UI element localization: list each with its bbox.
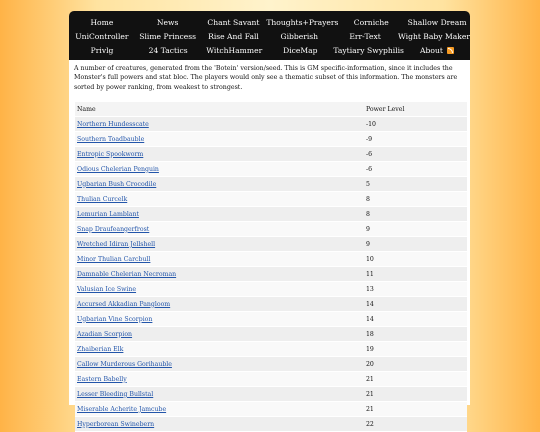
power-level-cell: 8 <box>364 207 467 222</box>
table-row <box>75 237 467 252</box>
creature-name-cell <box>75 252 364 267</box>
table-row <box>75 132 467 147</box>
nav-rise-and-fall[interactable]: Rise And Fall <box>208 31 259 41</box>
nav-news[interactable]: News <box>156 17 179 27</box>
nav-corniche[interactable]: Corniche <box>353 17 389 27</box>
header-power-level: Power Level <box>364 102 467 117</box>
power-level-cell: 8 <box>364 192 467 207</box>
creature-name-cell <box>75 147 364 162</box>
creature-name-cell <box>75 267 364 282</box>
table-row <box>75 387 467 402</box>
creature-name-cell <box>75 162 364 177</box>
rss-icon[interactable] <box>447 47 454 54</box>
power-level-cell: 20 <box>364 357 467 372</box>
table-row <box>75 282 467 297</box>
power-level-cell: 11 <box>364 267 467 282</box>
creature-link[interactable]: Callow Murderous Gorihauble <box>77 360 172 368</box>
nav-row-1 <box>69 15 470 29</box>
table-row <box>75 267 467 282</box>
table-row <box>75 162 467 177</box>
table-row <box>75 207 467 222</box>
creature-link[interactable]: Accursed Akkadian Pangloom <box>77 300 171 308</box>
creature-name-cell <box>75 282 364 297</box>
creature-link[interactable]: Valusian Ice Swine <box>77 285 137 293</box>
creature-table-body <box>75 117 467 432</box>
nav-shallow-dream[interactable]: Shallow Dream <box>407 17 467 27</box>
table-row <box>75 372 467 387</box>
creature-link[interactable]: Miserable Acherite Jamcube <box>77 405 167 413</box>
table-row <box>75 252 467 267</box>
creature-name-cell <box>75 177 364 192</box>
nav-chant-savant[interactable]: Chant Savant <box>207 17 260 27</box>
nav-gibberish[interactable]: Gibberish <box>280 31 319 41</box>
creature-link[interactable]: Ugbarian Bush Crocodile <box>77 180 157 188</box>
power-level-cell: 21 <box>364 372 467 387</box>
creature-name-cell <box>75 327 364 342</box>
table-row <box>75 297 467 312</box>
power-level-cell: 5 <box>364 177 467 192</box>
creature-name-cell <box>75 417 364 432</box>
creature-table <box>75 102 467 432</box>
creature-name-cell <box>75 387 364 402</box>
table-row <box>75 177 467 192</box>
creature-link[interactable]: Eastern Babelly <box>77 375 127 383</box>
creature-link[interactable]: Entropic Spookworm <box>77 150 144 158</box>
power-level-cell: 9 <box>364 237 467 252</box>
creature-link[interactable]: Zhaiberian Elk <box>77 345 124 353</box>
creature-name-cell <box>75 297 364 312</box>
nav-row-3 <box>69 43 470 57</box>
table-row <box>75 357 467 372</box>
table-row <box>75 117 467 132</box>
creature-link[interactable]: Thulian Curcelk <box>77 195 128 203</box>
power-level-cell: 14 <box>364 297 467 312</box>
table-row <box>75 147 467 162</box>
creature-link[interactable]: Wretched Idiran Jellshell <box>77 240 156 248</box>
intro-text: A number of creatures, generated from the 'Botein' version/seed. This is GM specific-information, since it includes the Monster's full powers and stat bloc. The players would only see a thematic subset of this information. The monsters are sorted by power ranking, from weakest to strongest. <box>74 65 458 91</box>
creature-link[interactable]: Snap Draufeangerfrost <box>77 225 150 233</box>
table-row <box>75 312 467 327</box>
creature-link[interactable]: Lemurian Lamblant <box>77 210 139 218</box>
creature-link[interactable]: Lesser Bleeding Bullstal <box>77 390 154 398</box>
table-row <box>75 327 467 342</box>
creature-name-cell <box>75 342 364 357</box>
creature-name-cell <box>75 237 364 252</box>
power-level-cell: 14 <box>364 312 467 327</box>
page-container <box>69 11 471 428</box>
nav-thoughts-prayers[interactable]: Thoughts+Prayers <box>266 17 339 27</box>
creature-link[interactable]: Hyperborean Swinebern <box>77 420 155 428</box>
creature-link[interactable]: Ugbarian Vine Scorpion <box>77 315 153 323</box>
power-level-cell: 21 <box>364 402 467 417</box>
power-level-cell: 22 <box>364 417 467 432</box>
nav-wight-baby-maker[interactable]: Wight Baby Maker <box>397 31 471 41</box>
main-content <box>69 60 470 428</box>
nav-about-label[interactable]: About <box>420 45 443 55</box>
table-row <box>75 402 467 417</box>
creature-name-cell <box>75 402 364 417</box>
creature-link[interactable]: Odious Chelerian Penguin <box>77 165 159 173</box>
nav-row-2 <box>69 29 470 43</box>
creature-link[interactable]: Southern Toadbauble <box>77 135 145 143</box>
nav-home[interactable]: Home <box>90 17 114 27</box>
table-row <box>75 222 467 237</box>
creature-link[interactable]: Azadian Scorpion <box>77 330 133 338</box>
creature-name-cell <box>75 132 364 147</box>
table-header-row <box>75 102 467 117</box>
creature-name-cell <box>75 222 364 237</box>
power-level-cell: -6 <box>364 162 467 177</box>
creature-name-cell <box>75 117 364 132</box>
power-level-cell: 13 <box>364 282 467 297</box>
nav-err-text[interactable]: Err-Text <box>349 31 381 41</box>
creature-name-cell <box>75 192 364 207</box>
nav-taytiary-swyphilis[interactable]: Taytiary Swyphilis <box>333 45 404 55</box>
power-level-cell: 10 <box>364 252 467 267</box>
table-row <box>75 417 467 432</box>
creature-link[interactable]: Northern Hundesscate <box>77 120 149 128</box>
nav-about[interactable] <box>404 46 470 55</box>
creature-link[interactable]: Damnable Chelerian Necroman <box>77 270 177 278</box>
nav-24-tactics[interactable]: 24 Tactics <box>148 45 188 55</box>
power-level-cell: 21 <box>364 387 467 402</box>
creature-name-cell <box>75 357 364 372</box>
power-level-cell: 19 <box>364 342 467 357</box>
nav-slime-princess[interactable]: Slime Princess <box>139 31 197 41</box>
creature-name-cell <box>75 372 364 387</box>
power-level-cell: -9 <box>364 132 467 147</box>
table-row <box>75 342 467 357</box>
creature-name-cell <box>75 312 364 327</box>
creature-link[interactable]: Minor Thulian Carcbull <box>77 255 151 263</box>
nav-witchhammer[interactable]: WitchHammer <box>206 45 263 55</box>
creature-name-cell <box>75 207 364 222</box>
power-level-cell: 9 <box>364 222 467 237</box>
table-row <box>75 192 467 207</box>
top-navigation <box>69 11 470 60</box>
nav-privlg[interactable]: Privlg <box>90 45 114 55</box>
power-level-cell: -10 <box>364 117 467 132</box>
header-name: Name <box>75 102 364 117</box>
power-level-cell: 18 <box>364 327 467 342</box>
power-level-cell: -6 <box>364 147 467 162</box>
nav-unicontroller[interactable]: UniController <box>75 31 129 41</box>
nav-dicemap[interactable]: DiceMap <box>283 45 318 55</box>
